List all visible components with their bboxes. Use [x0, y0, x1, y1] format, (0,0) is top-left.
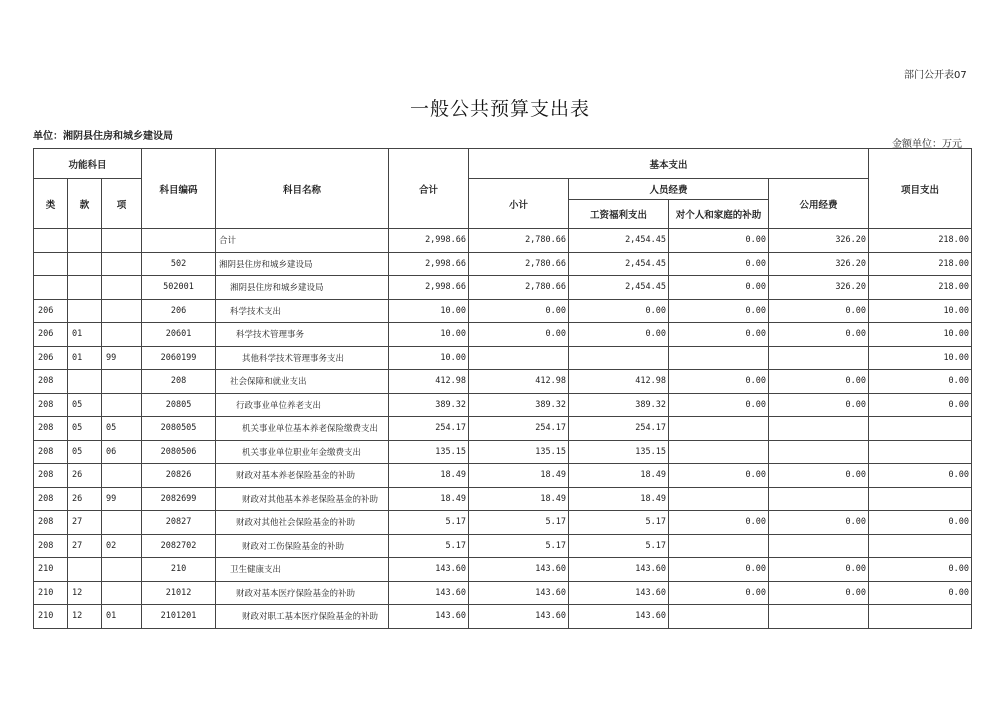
cell-public-funds: 0.00 — [769, 464, 869, 488]
cell-subject-code: 210 — [142, 558, 216, 582]
cell-wages: 143.60 — [569, 581, 669, 605]
cell-lei: 208 — [34, 464, 68, 488]
cell-subtotal: 5.17 — [469, 534, 569, 558]
cell-kuan: 12 — [68, 581, 102, 605]
table-row — [34, 534, 972, 558]
cell-wages: 412.98 — [569, 370, 669, 394]
cell-xiang — [102, 581, 142, 605]
cell-total: 5.17 — [389, 511, 469, 535]
header-public-funds: 公用经费 — [769, 179, 869, 229]
cell-xiang: 01 — [102, 605, 142, 629]
cell-subject-name: 机关事业单位职业年金缴费支出 — [216, 440, 389, 464]
cell-project-expense: 10.00 — [869, 346, 972, 370]
cell-public-funds: 0.00 — [769, 323, 869, 347]
table-row — [34, 393, 972, 417]
cell-xiang — [102, 276, 142, 300]
cell-public-funds: 0.00 — [769, 299, 869, 323]
cell-subject-name: 社会保障和就业支出 — [216, 370, 389, 394]
cell-lei: 206 — [34, 323, 68, 347]
cell-subject-name: 财政对基本养老保险基金的补助 — [216, 464, 389, 488]
cell-family-subsidy — [669, 605, 769, 629]
cell-public-funds: 326.20 — [769, 276, 869, 300]
table-row — [34, 252, 972, 276]
cell-subtotal: 18.49 — [469, 464, 569, 488]
cell-subject-code: 208 — [142, 370, 216, 394]
table-row — [34, 346, 972, 370]
unit-label: 单位：湘阴县住房和城乡建设局 — [33, 131, 173, 142]
cell-project-expense: 0.00 — [869, 558, 972, 582]
cell-xiang — [102, 299, 142, 323]
cell-lei: 210 — [34, 581, 68, 605]
header-xiang: 项 — [102, 179, 142, 229]
cell-project-expense — [869, 534, 972, 558]
cell-wages: 5.17 — [569, 511, 669, 535]
table-row — [34, 370, 972, 394]
cell-kuan: 01 — [68, 346, 102, 370]
cell-subject-name: 机关事业单位基本养老保险缴费支出 — [216, 417, 389, 441]
cell-subject-code: 2080505 — [142, 417, 216, 441]
cell-family-subsidy: 0.00 — [669, 252, 769, 276]
cell-subtotal: 2,780.66 — [469, 276, 569, 300]
cell-project-expense: 10.00 — [869, 299, 972, 323]
cell-wages: 18.49 — [569, 464, 669, 488]
cell-kuan: 05 — [68, 393, 102, 417]
cell-subtotal: 135.15 — [469, 440, 569, 464]
cell-total: 2,998.66 — [389, 252, 469, 276]
table-row — [34, 605, 972, 629]
cell-lei — [34, 252, 68, 276]
cell-total: 18.49 — [389, 487, 469, 511]
cell-wages: 389.32 — [569, 393, 669, 417]
cell-subtotal: 143.60 — [469, 605, 569, 629]
table-row — [34, 581, 972, 605]
cell-subject-name: 财政对其他基本养老保险基金的补助 — [216, 487, 389, 511]
cell-wages: 2,454.45 — [569, 276, 669, 300]
cell-total: 135.15 — [389, 440, 469, 464]
header-subtotal: 小计 — [469, 179, 569, 229]
cell-project-expense: 218.00 — [869, 276, 972, 300]
cell-family-subsidy: 0.00 — [669, 393, 769, 417]
cell-subtotal: 412.98 — [469, 370, 569, 394]
cell-family-subsidy: 0.00 — [669, 323, 769, 347]
cell-total: 2,998.66 — [389, 229, 469, 253]
cell-subject-code: 502 — [142, 252, 216, 276]
table-row — [34, 558, 972, 582]
cell-public-funds — [769, 346, 869, 370]
cell-total: 143.60 — [389, 581, 469, 605]
cell-kuan: 05 — [68, 440, 102, 464]
cell-total: 10.00 — [389, 346, 469, 370]
cell-total: 143.60 — [389, 558, 469, 582]
cell-xiang — [102, 464, 142, 488]
table-row — [34, 487, 972, 511]
table-body — [34, 229, 972, 629]
cell-subject-code: 2080506 — [142, 440, 216, 464]
cell-total: 254.17 — [389, 417, 469, 441]
amount-unit-label: 金额单位：万元 — [892, 139, 962, 150]
cell-project-expense: 0.00 — [869, 393, 972, 417]
header-basic-expense: 基本支出 — [469, 149, 869, 179]
cell-subtotal: 5.17 — [469, 511, 569, 535]
cell-subject-name: 合计 — [216, 229, 389, 253]
cell-public-funds: 0.00 — [769, 558, 869, 582]
cell-subtotal: 143.60 — [469, 558, 569, 582]
cell-project-expense: 10.00 — [869, 323, 972, 347]
cell-wages: 0.00 — [569, 323, 669, 347]
cell-lei: 208 — [34, 440, 68, 464]
cell-project-expense: 218.00 — [869, 229, 972, 253]
cell-subject-code: 20826 — [142, 464, 216, 488]
cell-subject-name: 湘阴县住房和城乡建设局 — [216, 252, 389, 276]
cell-lei: 206 — [34, 299, 68, 323]
cell-lei: 210 — [34, 605, 68, 629]
header-subject-code: 科目编码 — [142, 149, 216, 229]
cell-project-expense: 0.00 — [869, 464, 972, 488]
table-row — [34, 511, 972, 535]
cell-xiang — [102, 511, 142, 535]
cell-subject-name: 科学技术管理事务 — [216, 323, 389, 347]
cell-xiang: 05 — [102, 417, 142, 441]
table-row — [34, 299, 972, 323]
cell-family-subsidy: 0.00 — [669, 370, 769, 394]
cell-subject-name: 财政对工伤保险基金的补助 — [216, 534, 389, 558]
cell-kuan — [68, 229, 102, 253]
cell-xiang: 99 — [102, 487, 142, 511]
cell-kuan: 12 — [68, 605, 102, 629]
cell-family-subsidy: 0.00 — [669, 511, 769, 535]
cell-wages: 18.49 — [569, 487, 669, 511]
cell-subject-name: 其他科学技术管理事务支出 — [216, 346, 389, 370]
cell-subject-name: 行政事业单位养老支出 — [216, 393, 389, 417]
cell-total: 143.60 — [389, 605, 469, 629]
table-row — [34, 276, 972, 300]
cell-public-funds: 0.00 — [769, 511, 869, 535]
cell-family-subsidy — [669, 346, 769, 370]
cell-subject-name: 财政对基本医疗保险基金的补助 — [216, 581, 389, 605]
cell-subject-code — [142, 229, 216, 253]
cell-kuan — [68, 252, 102, 276]
cell-project-expense — [869, 487, 972, 511]
cell-wages: 135.15 — [569, 440, 669, 464]
cell-wages: 143.60 — [569, 558, 669, 582]
cell-subject-name: 财政对职工基本医疗保险基金的补助 — [216, 605, 389, 629]
cell-subtotal: 143.60 — [469, 581, 569, 605]
cell-xiang — [102, 229, 142, 253]
cell-project-expense — [869, 440, 972, 464]
cell-wages — [569, 346, 669, 370]
cell-subject-code: 2082702 — [142, 534, 216, 558]
cell-lei: 208 — [34, 511, 68, 535]
cell-wages: 2,454.45 — [569, 252, 669, 276]
cell-project-expense: 218.00 — [869, 252, 972, 276]
cell-lei: 208 — [34, 393, 68, 417]
cell-project-expense — [869, 605, 972, 629]
table-row — [34, 464, 972, 488]
cell-kuan — [68, 558, 102, 582]
cell-wages: 2,454.45 — [569, 229, 669, 253]
cell-family-subsidy: 0.00 — [669, 276, 769, 300]
cell-xiang — [102, 393, 142, 417]
cell-family-subsidy: 0.00 — [669, 581, 769, 605]
document-label: 部门公开表07 — [904, 70, 967, 81]
cell-subject-code: 2082699 — [142, 487, 216, 511]
budget-table — [33, 148, 972, 629]
cell-wages: 5.17 — [569, 534, 669, 558]
header-subject-name: 科目名称 — [216, 149, 389, 229]
cell-subtotal: 254.17 — [469, 417, 569, 441]
header-lei: 类 — [34, 179, 68, 229]
cell-total: 10.00 — [389, 323, 469, 347]
table-row — [34, 323, 972, 347]
cell-xiang — [102, 252, 142, 276]
cell-subject-name: 科学技术支出 — [216, 299, 389, 323]
cell-kuan — [68, 370, 102, 394]
cell-subject-name: 湘阴县住房和城乡建设局 — [216, 276, 389, 300]
cell-total: 412.98 — [389, 370, 469, 394]
cell-kuan — [68, 276, 102, 300]
cell-subject-name: 卫生健康支出 — [216, 558, 389, 582]
table-row — [34, 417, 972, 441]
cell-total: 5.17 — [389, 534, 469, 558]
cell-total: 18.49 — [389, 464, 469, 488]
cell-lei: 210 — [34, 558, 68, 582]
cell-xiang — [102, 370, 142, 394]
cell-lei: 208 — [34, 534, 68, 558]
cell-subject-code: 20805 — [142, 393, 216, 417]
cell-kuan: 26 — [68, 464, 102, 488]
cell-lei: 208 — [34, 487, 68, 511]
cell-public-funds: 0.00 — [769, 581, 869, 605]
cell-public-funds — [769, 534, 869, 558]
cell-subject-code: 20601 — [142, 323, 216, 347]
cell-subject-code: 502001 — [142, 276, 216, 300]
cell-subtotal: 2,780.66 — [469, 229, 569, 253]
cell-project-expense: 0.00 — [869, 370, 972, 394]
cell-public-funds: 0.00 — [769, 370, 869, 394]
cell-lei: 208 — [34, 417, 68, 441]
cell-subtotal — [469, 346, 569, 370]
cell-subtotal: 0.00 — [469, 299, 569, 323]
header-kuan: 款 — [68, 179, 102, 229]
cell-wages: 143.60 — [569, 605, 669, 629]
cell-project-expense: 0.00 — [869, 581, 972, 605]
cell-total: 2,998.66 — [389, 276, 469, 300]
cell-project-expense — [869, 417, 972, 441]
header-func-subject: 功能科目 — [34, 149, 142, 179]
cell-lei — [34, 276, 68, 300]
cell-family-subsidy — [669, 417, 769, 441]
cell-subject-code: 2060199 — [142, 346, 216, 370]
cell-kuan: 01 — [68, 323, 102, 347]
cell-total: 10.00 — [389, 299, 469, 323]
header-wages: 工资福利支出 — [569, 200, 669, 229]
cell-subtotal: 2,780.66 — [469, 252, 569, 276]
header-family-subsidy: 对个人和家庭的补助 — [669, 200, 769, 229]
cell-public-funds: 326.20 — [769, 252, 869, 276]
cell-family-subsidy — [669, 440, 769, 464]
cell-public-funds: 326.20 — [769, 229, 869, 253]
cell-lei: 208 — [34, 370, 68, 394]
cell-public-funds: 0.00 — [769, 393, 869, 417]
table-header — [34, 149, 972, 229]
cell-xiang — [102, 323, 142, 347]
cell-lei: 206 — [34, 346, 68, 370]
cell-subtotal: 18.49 — [469, 487, 569, 511]
cell-lei — [34, 229, 68, 253]
cell-total: 389.32 — [389, 393, 469, 417]
table-row — [34, 229, 972, 253]
cell-xiang — [102, 558, 142, 582]
cell-family-subsidy: 0.00 — [669, 464, 769, 488]
cell-family-subsidy: 0.00 — [669, 558, 769, 582]
cell-subtotal: 389.32 — [469, 393, 569, 417]
cell-subtotal: 0.00 — [469, 323, 569, 347]
cell-wages: 254.17 — [569, 417, 669, 441]
header-project-expense: 项目支出 — [869, 149, 972, 229]
cell-public-funds — [769, 417, 869, 441]
cell-kuan: 27 — [68, 534, 102, 558]
cell-subject-name: 财政对其他社会保险基金的补助 — [216, 511, 389, 535]
cell-family-subsidy: 0.00 — [669, 229, 769, 253]
cell-public-funds — [769, 487, 869, 511]
cell-subject-code: 20827 — [142, 511, 216, 535]
cell-project-expense: 0.00 — [869, 511, 972, 535]
cell-xiang: 99 — [102, 346, 142, 370]
header-personnel: 人员经费 — [569, 179, 769, 200]
cell-subject-code: 206 — [142, 299, 216, 323]
cell-kuan — [68, 299, 102, 323]
cell-wages: 0.00 — [569, 299, 669, 323]
cell-kuan: 05 — [68, 417, 102, 441]
cell-kuan: 27 — [68, 511, 102, 535]
cell-public-funds — [769, 605, 869, 629]
cell-xiang: 06 — [102, 440, 142, 464]
page-title: 一般公共预算支出表 — [409, 98, 590, 120]
cell-family-subsidy — [669, 534, 769, 558]
cell-kuan: 26 — [68, 487, 102, 511]
cell-subject-code: 2101201 — [142, 605, 216, 629]
cell-family-subsidy: 0.00 — [669, 299, 769, 323]
cell-subject-code: 21012 — [142, 581, 216, 605]
cell-xiang: 02 — [102, 534, 142, 558]
cell-family-subsidy — [669, 487, 769, 511]
header-total: 合计 — [389, 149, 469, 229]
table-row — [34, 440, 972, 464]
cell-public-funds — [769, 440, 869, 464]
